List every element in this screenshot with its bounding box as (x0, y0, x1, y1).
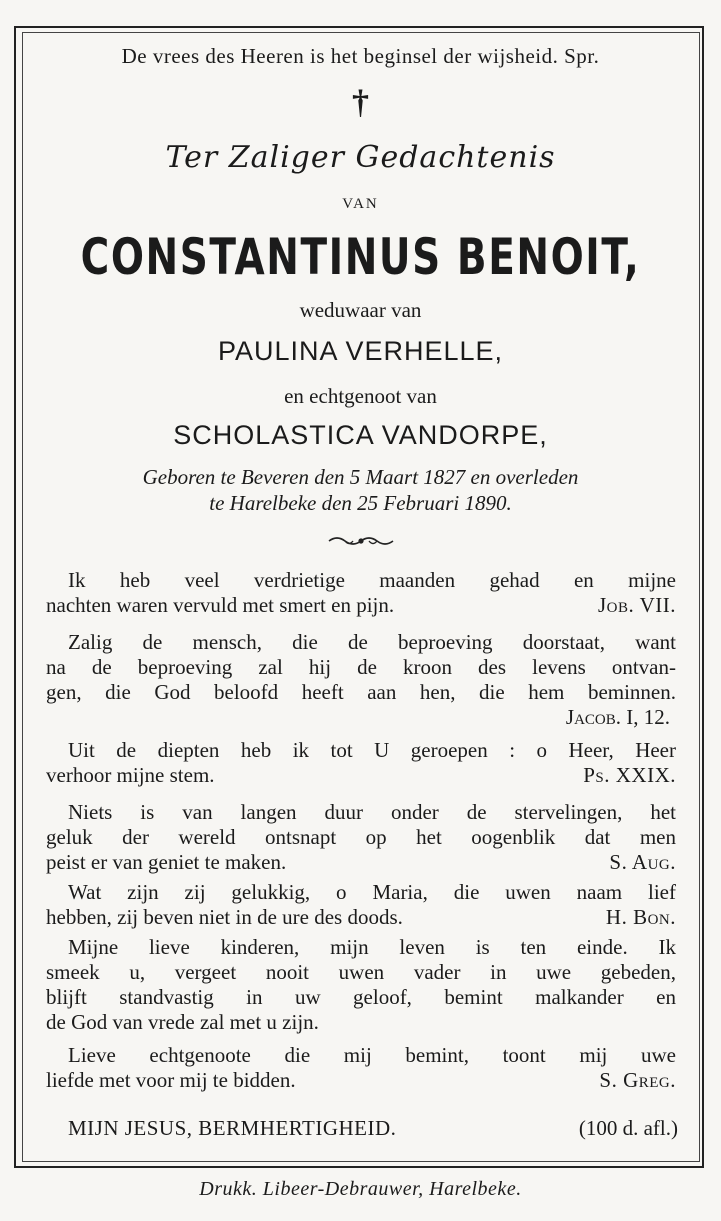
verse-line: Wat zijn zij gelukkig, o Maria, die uwen naam lief (68, 880, 676, 904)
verse-source: S. Aug. (609, 850, 676, 874)
closing-prayer: MIJN JESUS, BERMHERTIGHEID. (68, 1116, 397, 1140)
spouse-first: PAULINA VERHELLE, (217, 336, 504, 366)
verse-block (46, 1043, 676, 1093)
cross-icon: † (352, 84, 369, 121)
verse-line: Zalig de mensch, die de beproeving doorstaat, want (68, 630, 676, 654)
verse-source: S. Greg. (599, 1068, 676, 1092)
verse-source: Job. VII. (597, 593, 676, 617)
verse-line: Niets is van langen duur onder de stervelingen, het (68, 800, 676, 824)
verse-source: Ps. XXIX. (583, 763, 676, 787)
verse-block (46, 568, 676, 618)
verse-line: Lieve echtgenoote die mij bemint, toont mij uwe (68, 1043, 676, 1067)
relation-widower: weduwaar van (299, 298, 422, 322)
ornament-divider-icon (0, 532, 721, 555)
verse-line: geluk der wereld ontsnapt op het oogenblik dat men (46, 825, 676, 849)
memory-heading: Ter Zaliger Gedachtenis (165, 140, 556, 175)
verse-line: nachten waren vervuld met smert en pijn. Job. VII. (46, 593, 676, 617)
verse-line: na de beproeving zal hij de kroon des levens ontvan- (46, 655, 676, 679)
verse-block (46, 935, 676, 1035)
birth-death-dates-line-1: Geboren te Beveren den 5 Maart 1827 en overleden (142, 465, 579, 489)
verse-block (46, 630, 676, 730)
verse-source: Jacob. I, 12. (565, 705, 670, 729)
spouse-second: SCHOLASTICA VANDORPE, (173, 420, 548, 450)
verse-line: gen, die God beloofd heeft aan hen, die hem beminnen. (46, 680, 676, 704)
motto: De vrees des Heeren is het beginsel der wijsheid. Spr. (121, 44, 600, 68)
verse-source: H. Bon. (605, 905, 676, 929)
verse-line: Uit de diepten heb ik tot U geroepen : o Heer, Heer (68, 738, 676, 762)
verse-line: peist er van geniet te maken. S. Aug. (46, 850, 676, 874)
printer-imprint: Drukk. Libeer-Debrauwer, Harelbeke. (199, 1178, 522, 1200)
verse-line: hebben, zij beven niet in de ure des doods. H. Bon. (46, 905, 676, 929)
verse-line: blijft standvastig in uw geloof, bemint malkander en (46, 985, 676, 1009)
verse-block (46, 880, 676, 930)
verse-line: smeek u, vergeet nooit uwen vader in uwe gebeden, (46, 960, 676, 984)
verse-block (46, 800, 676, 875)
verse-line: de God van vrede zal met u zijn. (46, 1010, 319, 1034)
indulgence-note: (100 d. afl.) (578, 1116, 678, 1140)
birth-death-dates-line-2: te Harelbeke den 25 Februari 1890. (209, 491, 512, 515)
verse-line: Mijne lieve kinderen, mijn leven is ten einde. Ik (68, 935, 676, 959)
van-label: VAN (342, 196, 379, 212)
verse-line: verhoor mijne stem. Ps. XXIX. (46, 763, 676, 787)
verse-block (46, 738, 676, 788)
deceased-name: CONSTANTINUS BENOIT, (80, 228, 641, 286)
relation-husband: en echtgenoot van (284, 384, 437, 408)
verse-line: Ik heb veel verdrietige maanden gehad en mijne (68, 568, 676, 592)
closing-line (68, 1116, 678, 1141)
verse-line: liefde met voor mij te bidden. S. Greg. (46, 1068, 676, 1092)
